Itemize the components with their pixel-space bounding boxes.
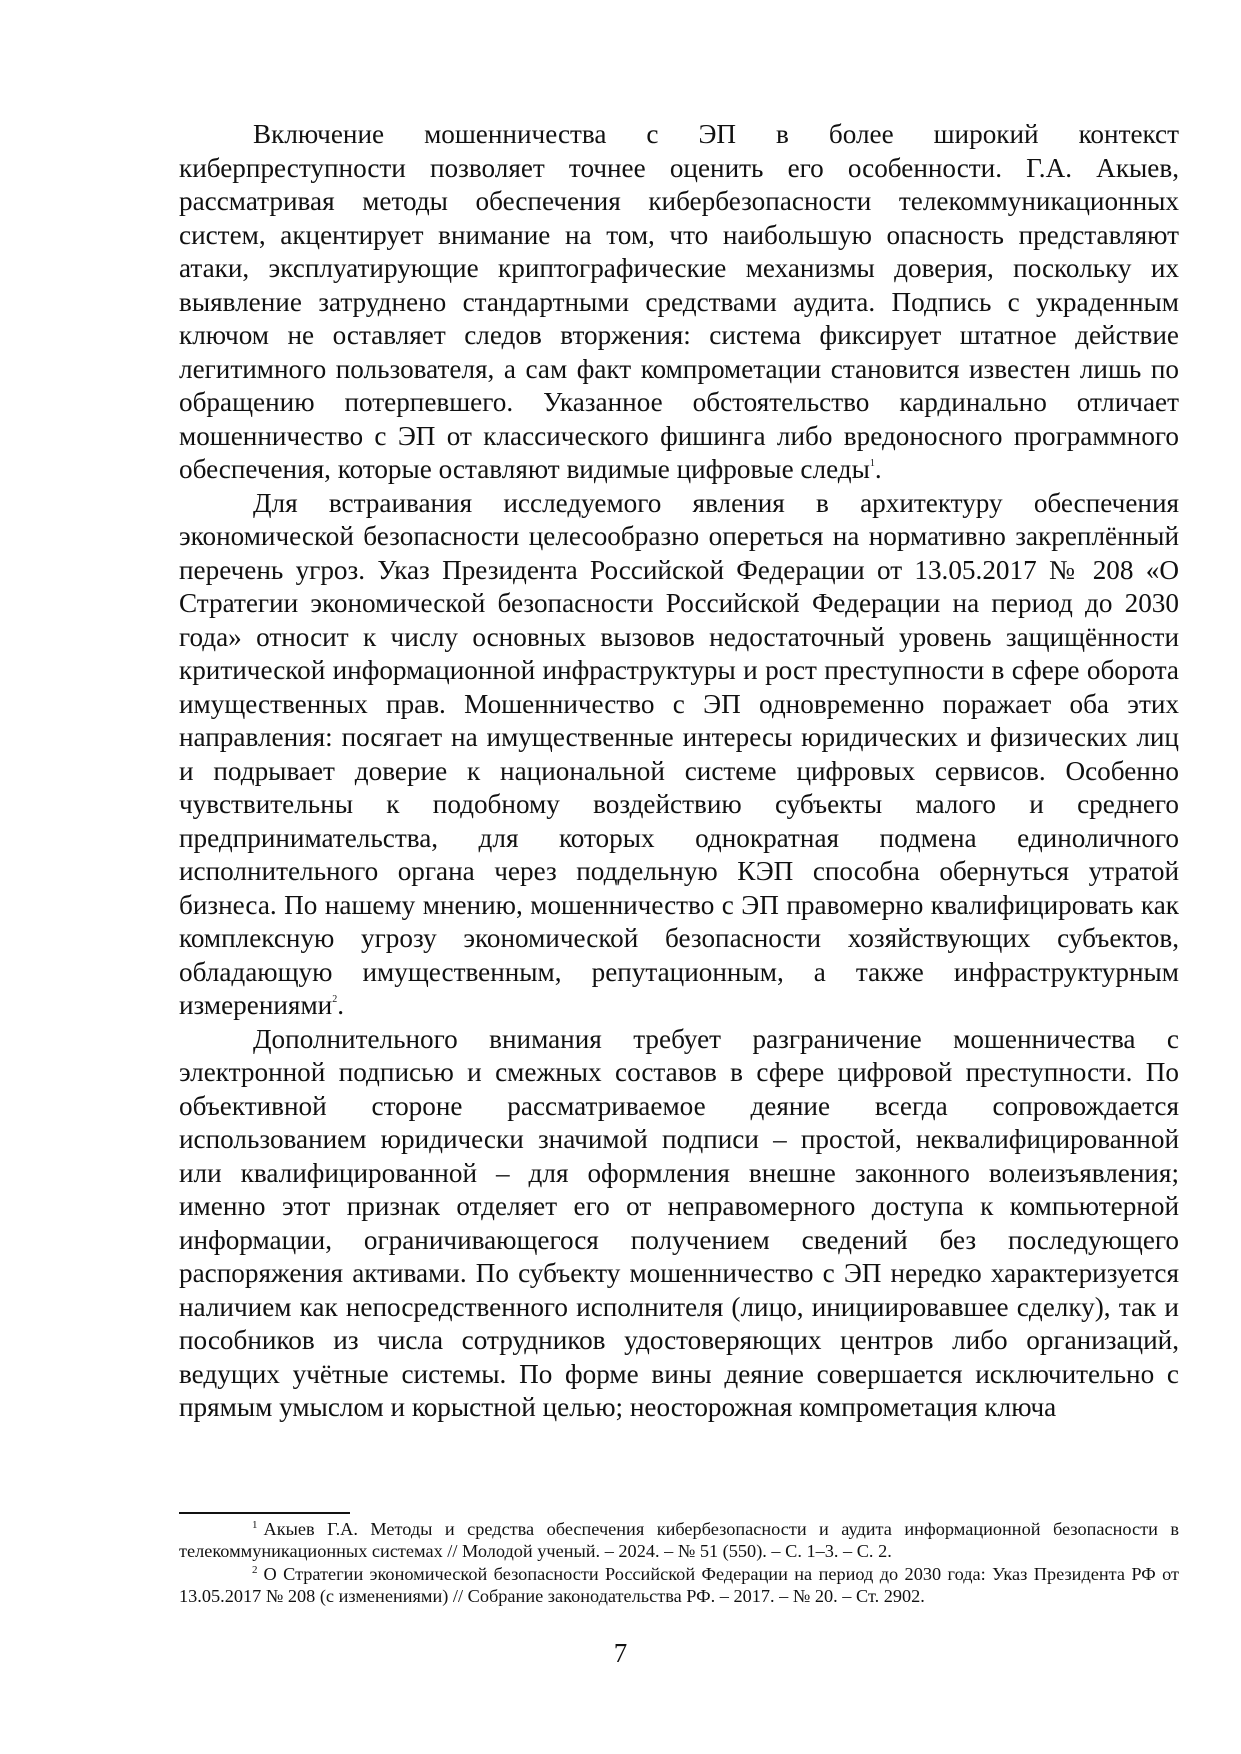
body-text bbox=[179, 118, 1179, 1425]
paragraph-1-text: Включение мошенничества с ЭП в более широкий контекст киберпреступности позволяет точнее оценить его особенности. Г.А. Акыев, рассматривая методы обеспечения кибербезопасности телекоммуникационных систем, акцентирует внимание на том, что наибольшую опасность представляют атаки, эксплуатирующие криптографические механизмы доверия, поскольку их выявление затруднено стандартными средствами аудита. Подпись с украденным ключом не оставляет следов вторжения: система фиксирует штатное действие легитимного пользователя, а сам факт компрометации становится известен лишь по обращению потерпевшего. Указанное обстоятельство кардинально отличает мошенничество с ЭП от классического фишинга либо вредоносного программного обеспечения, которые оставляют видимые цифровые следы bbox=[179, 119, 1179, 484]
page-number: 7 bbox=[613, 1638, 628, 1668]
paragraph-2 bbox=[179, 487, 1179, 1023]
footnotes bbox=[179, 1518, 1179, 1608]
paragraph-3 bbox=[179, 1023, 1179, 1425]
footnote-ref-1[interactable]: 1 bbox=[869, 458, 875, 469]
footnote-separator bbox=[179, 1512, 350, 1514]
paragraph-2-text: Для встраивания исследуемого явления в архитектуру обеспечения экономической безопасности целесообразно опереться на нормативно закреплённый перечень угроз. Указ Президента Российской Федерации от 13.05.2017 № 208 «О Стратегии экономической безопасности Российской Федерации на период до 2030 года» относит к числу основных вызовов недостаточный уровень защищённости критической информационной инфраструктуры и рост преступности в сфере оборота имущественных прав. Мошенничество с ЭП одновременно поражает оба этих направления: посягает на имущественные интересы юридических и физических лиц и подрывает доверие к национальной системе цифровых сервисов. Особенно чувствительны к подобному воздействию субъекты малого и среднего предпринимательства, для которых однократная подмена единоличного исполнительного органа через поддельную КЭП способна обернуться утратой бизнеса. По нашему мнению, мошенничество с ЭП правомерно квалифицировать как комплексную угрозу экономической безопасности хозяйствующих субъектов, обладающую имущественным, репутационным, а также инфраструктурным измерениями bbox=[179, 487, 1179, 1020]
paragraph-3-text: Дополнительного внимания требует разграничение мошенничества с электронной подписью и смежных составов в сфере цифровой преступности. По объективной стороне рассматриваемое деяние всегда сопровождается использованием юридически значимой подписи – простой, неквалифицированной или квалифицированной – для оформления внешне законного волеизъявления; именно этот признак отделяет его от неправомерного доступа к компьютерной информации, ограничивающегося получением сведений без последующего распоряжения активами. По субъекту мошенничество с ЭП нередко характеризуется наличием как непосредственного исполнителя (лицо, инициировавшее сделку), так и пособников из числа сотрудников удостоверяющих центров либо организаций, ведущих учётные системы. По форме вины деяние совершается исключительно с прямым умыслом и корыстной целью; неосторожная компрометация ключа bbox=[179, 1023, 1179, 1422]
paragraph-1-end: . bbox=[874, 454, 882, 484]
footnote-2-text: О Стратегии экономической безопасности Российской Федерации на период до 2030 года: Указ Президента РФ от 13.05.2017 № 208 (с изменениями) // Собрание законодательства РФ. – 2017. – № 20. – Ст. 2902. bbox=[179, 1563, 1179, 1607]
footnote-1 bbox=[179, 1518, 1179, 1563]
paragraph-2-end: . bbox=[337, 990, 344, 1020]
paragraph-1 bbox=[179, 118, 1179, 487]
footnote-1-number: 1 bbox=[252, 1519, 258, 1531]
footnote-2-number: 2 bbox=[252, 1563, 258, 1576]
footnote-ref-2[interactable]: 2 bbox=[332, 994, 338, 1005]
footnote-2 bbox=[179, 1563, 1179, 1608]
footnote-1-text: Акыев Г.А. Методы и средства обеспечения кибербезопасности и аудита информационной безопасности в телекоммуникационных системах // Молодой ученый. – 2024. – № 51 (550). – С. 1–3. – С. 2. bbox=[179, 1519, 1179, 1562]
